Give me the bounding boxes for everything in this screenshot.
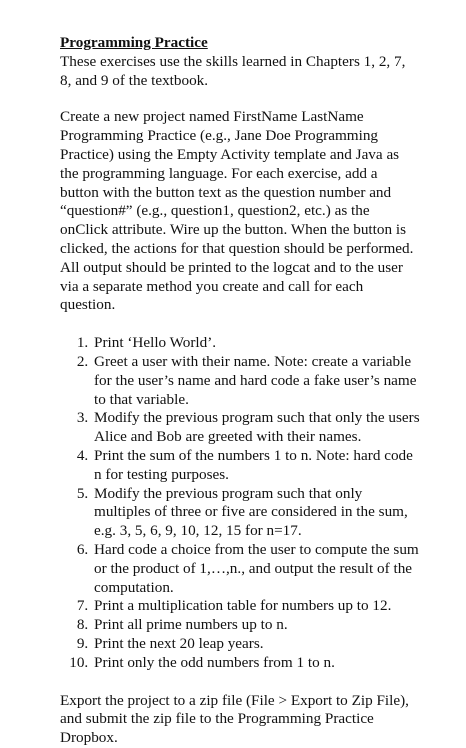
exercise-list [60, 334, 420, 672]
document-body [60, 34, 420, 748]
exercise-item-8: 8. Print all prime numbers up to n. [92, 616, 420, 635]
document-title: Programming Practice [60, 34, 208, 51]
export-instructions: Export the project to a zip file (File > Export to Zip File), and submit the zip file to the Programming Practice Dropbox. [60, 691, 409, 747]
exercise-item-7: 7. Print a multiplication table for numbers up to 12. [92, 597, 420, 616]
exercise-item-2: 2. Greet a user with their name. Note: create a variable for the user’s name and hard code a fake user’s name to that variable. [92, 353, 420, 409]
exercise-item-5: 5. Modify the previous program such that only multiples of three or five are considered in the sum, e.g. 3, 5, 6, 9, 10, 12, 15 for n=17. [92, 485, 420, 541]
intro-paragraph: These exercises use the skills learned in Chapters 1, 2, 7, 8, and 9 of the textbook. [60, 52, 406, 89]
exercise-item-1: 1. Print ‘Hello World’. [92, 334, 420, 353]
exercise-item-4: 4. Print the sum of the numbers 1 to n. Note: hard code n for testing purposes. [92, 447, 420, 485]
exercise-item-3: 3. Modify the previous program such that only the users Alice and Bob are greeted with their names. [92, 409, 420, 447]
instructions-paragraph: Create a new project named FirstName LastName Programming Practice (e.g., Jane Doe Programming Practice) using the Empty Activity template and Java as the programming language. For each exercise, add a button with the button text as the question number and “question#” (e.g., question1, question2, etc.) as the onClick attribute. Wire up the button. When the button is clicked, the actions for that question should be performed. All output should be printed to the logcat and to the user via a separate method you create and call for each question. [60, 108, 414, 314]
exercise-item-6: 6. Hard code a choice from the user to compute the sum or the product of 1,…,n., and output the result of the computation. [92, 541, 420, 597]
exercise-item-10: 10. Print only the odd numbers from 1 to n. [92, 654, 420, 673]
exercise-item-9: 9. Print the next 20 leap years. [92, 635, 420, 654]
